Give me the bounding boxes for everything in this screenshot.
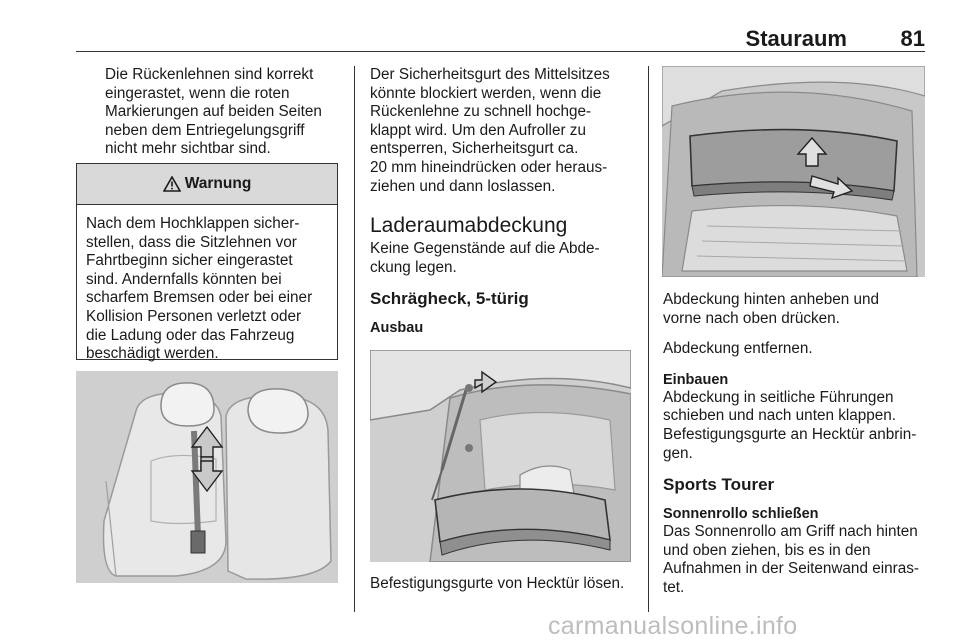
column-divider-2 xyxy=(648,66,649,612)
intro-line: nicht mehr sichtbar sind. xyxy=(105,140,271,158)
heading-schraegheck: Schrägheck, 5-türig xyxy=(370,289,529,309)
figure-cargo-cover xyxy=(662,66,925,277)
warning-line: Kollision Personen verletzt oder xyxy=(86,307,302,325)
roller-line: Das Sonnenrollo am Griff nach hinten xyxy=(663,523,918,541)
warning-box xyxy=(76,163,338,363)
warning-body xyxy=(77,205,337,364)
page-header xyxy=(76,26,925,50)
warning-line: stellen, dass die Sitzlehnen vor xyxy=(86,233,297,251)
intro-line: neben dem Entriegelungsgriff xyxy=(105,121,305,139)
column-divider-1 xyxy=(354,66,355,612)
intro-line: Der Sicherheitsgurt des Mittelsitzes xyxy=(370,66,610,83)
column-3 xyxy=(663,291,926,598)
warning-line: scharfem Bremsen oder bei einer xyxy=(86,289,313,307)
warning-triangle-icon xyxy=(163,176,181,192)
caption-line: Abdeckung hinten anheben und xyxy=(663,291,880,308)
heading-laderaumabdeckung: Laderaumabdeckung xyxy=(370,214,568,238)
warning-line: sind. Andernfalls könnten bei xyxy=(86,270,282,288)
intro-line: klappt wird. Um den Aufroller zu xyxy=(370,121,586,139)
heading-sonnenrollo: Sonnenrollo schließen xyxy=(663,506,819,523)
caption-text: Befestigungsgurte von Hecktür lösen. xyxy=(370,575,625,592)
intro-line: könnte blockiert werden, wenn die xyxy=(370,84,602,102)
heading-sports-tourer: Sports Tourer xyxy=(663,475,775,495)
roller-line: und oben ziehen, bis es in den xyxy=(663,541,871,559)
warning-header xyxy=(77,164,337,205)
caption-line: vorne nach oben drücken. xyxy=(663,309,840,327)
figure-tailgate-cover xyxy=(370,350,631,562)
install-line: Befestigungsgurte an Hecktür anbrin- xyxy=(663,425,917,443)
intro-line: Die Rückenlehnen sind korrekt xyxy=(105,66,314,83)
intro-line: Rückenlehne zu schnell hochge- xyxy=(370,103,592,121)
roller-line: Aufnahmen in der Seitenwand einras- xyxy=(663,560,919,578)
warning-line: die Ladung oder das Fahrzeug xyxy=(86,326,295,344)
intro-line: Markierungen auf beiden Seiten xyxy=(105,103,322,121)
warning-line: Nach dem Hochklappen sicher- xyxy=(86,215,300,232)
warning-line: beschädigt werden. xyxy=(86,345,219,363)
column-2 xyxy=(370,66,642,337)
heading-ausbau: Ausbau xyxy=(370,320,424,337)
page-number: 81 xyxy=(900,26,925,51)
intro-line: entsperren, Sicherheitsgurt ca. xyxy=(370,140,579,158)
install-line: gen. xyxy=(663,444,693,462)
intro-line: ziehen und dann loslassen. xyxy=(370,177,556,195)
install-line: schieben und nach unten klappen. xyxy=(663,407,897,425)
warning-line: Fahrtbeginn sicher eingerastet xyxy=(86,252,293,270)
heading-einbauen: Einbauen xyxy=(663,371,729,388)
intro-line: 20 mm hineindrücken oder heraus- xyxy=(370,158,608,176)
figure-2-caption xyxy=(370,575,648,594)
warning-label: Warnung xyxy=(184,175,252,192)
figure-rear-seat xyxy=(76,371,338,583)
note-line: Keine Gegenstände auf die Abde- xyxy=(370,240,600,258)
header-rule xyxy=(76,51,925,52)
roller-line: tet. xyxy=(663,578,685,596)
note-line: ckung legen. xyxy=(370,258,457,276)
section-title: Stauraum xyxy=(745,26,847,51)
caption-line: Abdeckung entfernen. xyxy=(663,340,813,358)
intro-line: eingerastet, wenn die roten xyxy=(105,84,290,102)
column-1 xyxy=(105,66,345,159)
install-line: Abdeckung in seitliche Führungen xyxy=(663,388,894,406)
watermark[interactable]: carmanualsonline.info xyxy=(548,612,798,640)
